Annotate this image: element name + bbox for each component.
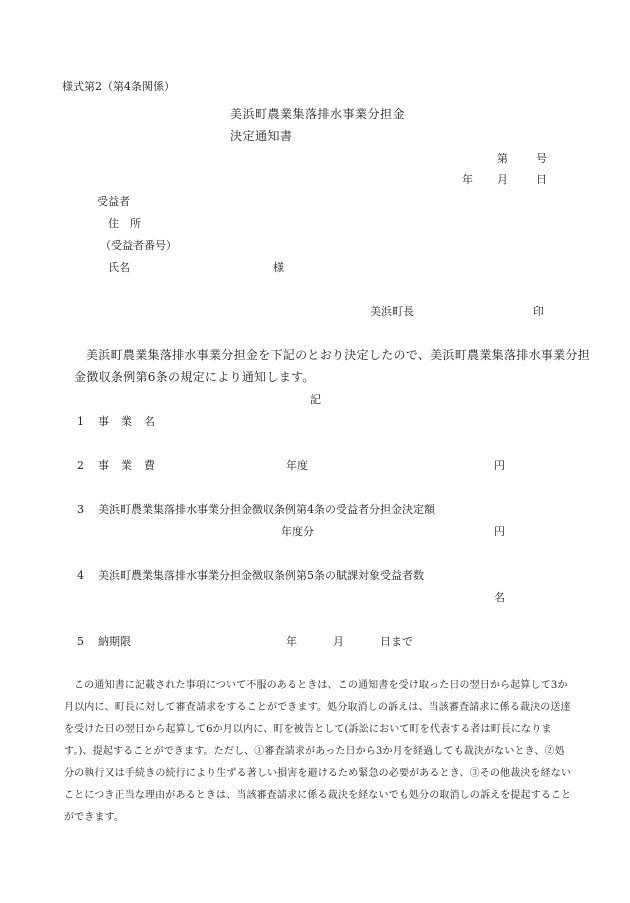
item-1-number: 1 xyxy=(77,415,84,428)
issuer-title: 美浜町長 xyxy=(370,305,414,318)
honorific: 様 xyxy=(273,261,284,274)
item-5-number: 5 xyxy=(77,635,84,648)
number-dai: 第 xyxy=(497,152,508,165)
item-3-currency: 円 xyxy=(494,525,505,538)
body-line-1: 美浜町農業集落排水事業分担金を下記のとおり決定したので、美浜町農業集落排水事業分担 xyxy=(86,348,591,362)
item-2-label: 事業費 xyxy=(98,459,167,472)
item-4-number: 4 xyxy=(77,569,84,582)
item-2-number: 2 xyxy=(77,459,84,472)
item-3-number: 3 xyxy=(77,503,84,516)
number-gou: 号 xyxy=(536,152,547,165)
ki-heading: 記 xyxy=(310,393,321,406)
notice-line-6: ことにつき正当な理由があるときは、当該審査請求に係る裁決を経ないでも処分の取消しの訴えを提起すること xyxy=(64,790,572,801)
item-5-day-until: 日まで xyxy=(380,635,413,648)
notice-line-4: す。)、提起することができます。ただし、①審査請求があった日から3か月を経過しても裁決がないとき、②処 xyxy=(64,746,565,757)
item-5-label: 納期限 xyxy=(98,635,131,648)
notice-line-3: を受けた日の翌日から起算して6か月以内に、町を被告として(訴訟において町を代表する者は町長になりま xyxy=(64,724,552,735)
body-line-2: 金徴収条例第6条の規定により通知します。 xyxy=(74,370,315,384)
notice-line-2: 月以内に、町長に対して審査請求をすることができます。処分取消しの訴えは、当該審査請求に係る裁決の送達 xyxy=(64,702,571,713)
item-3-year: 年度分 xyxy=(281,525,314,538)
form-label: 様式第2（第4条関係） xyxy=(62,80,175,93)
item-5-year: 年 xyxy=(286,635,297,648)
item-2-currency: 円 xyxy=(494,459,505,472)
date-year: 年 xyxy=(462,173,473,186)
notice-line-7: ができます。 xyxy=(64,812,125,823)
item-5-month: 月 xyxy=(333,635,344,648)
document-subtitle: 決定通知書 xyxy=(230,129,293,143)
item-4-unit: 名 xyxy=(494,591,505,604)
document-title: 美浜町農業集落排水事業分担金 xyxy=(230,107,406,121)
recipient-label: 受益者 xyxy=(97,195,130,208)
name-label: 氏名 xyxy=(108,261,130,274)
date-day: 日 xyxy=(536,173,547,186)
beneficiary-number-label: （受益者番号） xyxy=(100,239,177,252)
date-month: 月 xyxy=(497,173,508,186)
item-1-label: 事業名 xyxy=(98,415,167,428)
seal-mark: 印 xyxy=(533,305,544,318)
address-label: 住 所 xyxy=(108,217,141,230)
item-4-label: 美浜町農業集落排水事業分担金徴収条例第5条の賦課対象受益者数 xyxy=(98,569,424,582)
item-2-year: 年度 xyxy=(286,459,308,472)
item-3-label: 美浜町農業集落排水事業分担金徴収条例第4条の受益者分担金決定額 xyxy=(98,503,435,516)
notice-line-1: この通知書に記載された事項について不服のあるときは、この通知書を受け取った日の翌日から起算して3か xyxy=(74,680,568,691)
notice-line-5: 分の執行又は手続きの続行により生ずる著しい損害を避けるため緊急の必要があるとき、③その他裁決を経ない xyxy=(64,768,572,779)
